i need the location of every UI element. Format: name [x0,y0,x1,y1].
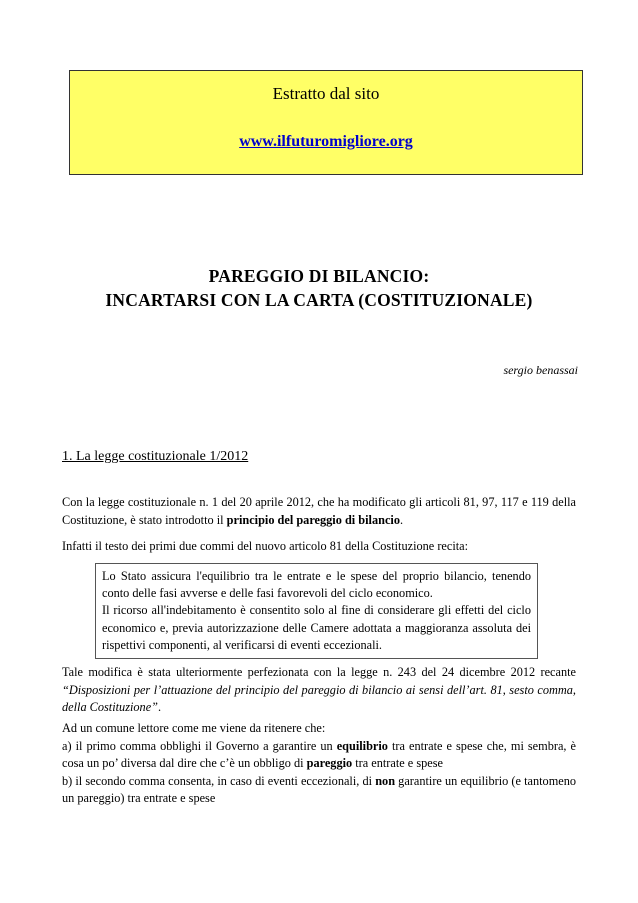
paragraph-1-bold: principio del pareggio di bilancio [226,512,400,527]
point-b [62,773,576,808]
paragraph-5-intro: Ad un comune lettore come me viene da ritenere che: [62,721,326,735]
quote-comma-1: Lo Stato assicura l'equilibrio tra le entrate e le spese del proprio bilancio, tenendo conto delle fasi avverse e delle fasi favorevoli del ciclo economico. [102,569,531,601]
paragraph-1-end: . [399,512,404,527]
point-b-start: b) il secondo comma consenta, in caso di eventi eccezionali, di [62,773,376,788]
paragraph-4-italic: “Disposizioni per l’attuazione del principio del pareggio di bilancio ai sensi dell’art. 81, sesto comma, della Costituzione” [62,682,576,714]
point-b-end: garantire un equilibrio (e tantomeno un pareggio) tra entrate e spese [62,773,577,805]
paragraph-5 [62,720,576,808]
point-b-bold: non [375,773,396,788]
article-81-quote [95,563,538,659]
quote-comma-2: Il ricorso all'indebitamento è consentito solo al fine di considerare gli effetti del ciclo economico e, previa autorizzazione delle Camere adottata a maggioranza assoluta dei rispettivi componenti, al verificarsi di eventi eccezionali. [102,603,531,652]
paragraph-4-end: . [158,700,162,714]
source-banner [69,70,583,175]
point-a-bold-2: pareggio [306,756,353,770]
author-name: sergio benassai [503,363,578,377]
point-a-bold-1: equilibrio [336,738,388,753]
point-a [62,738,576,773]
paragraph-1 [62,494,576,529]
paragraph-2: Infatti il testo dei primi due commi del nuovo articolo 81 della Costituzione recita: [62,539,469,553]
banner-text: Estratto dal sito [272,84,380,103]
section-heading: 1. La legge costituzionale 1/2012 [62,449,249,464]
point-a-mid: tra entrate e spese che, mi sembra, è cosa un po’ diversa dal dire che c’è un obbligo di [62,738,576,770]
paragraph-4-text: Tale modifica è stata ulteriormente perfezionata con la legge n. 243 del 24 dicembre 2012 recante [62,665,576,679]
point-a-start: a) il primo comma obblighi il Governo a garantire un [62,738,337,753]
title-line-2: INCARTARSI CON LA CARTA (COSTITUZIONALE) [105,290,533,310]
point-a-end: tra entrate e spese [352,756,443,770]
paragraph-1-text: Con la legge costituzionale n. 1 del 20 aprile 2012, che ha modificato gli articoli 81, 97, 117 e 119 della Costituzione, è stato introdotto il [62,495,576,527]
paragraph-4 [62,664,576,717]
site-link[interactable]: www.ilfuturomigliore.org [239,133,413,150]
title-line-1: PAREGGIO DI BILANCIO: [208,266,430,286]
